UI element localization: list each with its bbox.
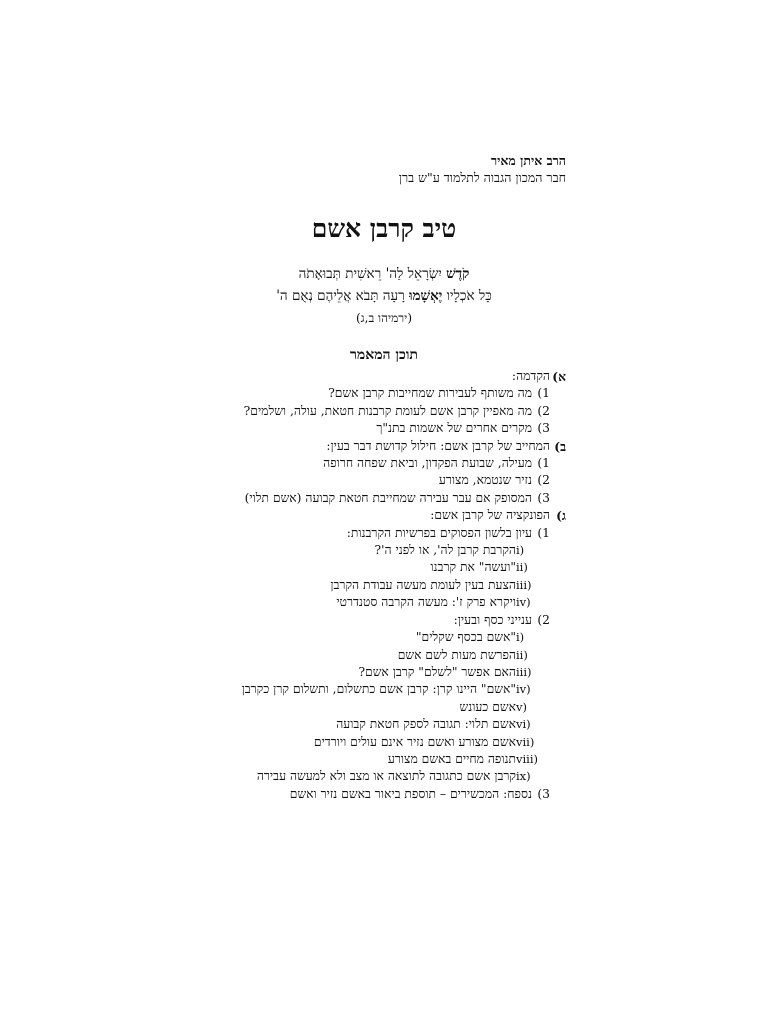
toc-item-text: מה מאפיין קרבן אשם לעומת קרבנות חטאת, עולה, ושלמים?	[243, 403, 532, 418]
toc-subitem-numeral: iii)	[516, 664, 532, 679]
toc-subitem-numeral: ix)	[516, 769, 531, 784]
epigraph-bold-word: קֹדֶשׁ	[446, 266, 470, 282]
toc-subitem	[206, 699, 566, 716]
author-name: הרב איתן מאיר	[490, 153, 566, 168]
toc-subitem	[206, 594, 566, 611]
table-of-contents	[206, 368, 566, 803]
epigraph-line-2-end: רָעָה תָּבֹא אֲלֵיהֶם נְאֻם ה'	[276, 288, 410, 304]
toc-item-text: ענייני כסף ובעין:	[453, 612, 532, 627]
epigraph-line-2	[0, 285, 768, 307]
toc-item-number: 2)	[537, 612, 550, 627]
toc-subitem-text: אשם תלוי: תגובה לספק חטאת קבועה	[336, 717, 516, 732]
toc-item	[206, 525, 566, 542]
toc-item-number: 3)	[537, 786, 550, 801]
toc-subitem-text: "ועשה" את קרבנו	[430, 560, 516, 575]
toc-item-number: 3)	[537, 421, 550, 436]
toc-subitem-numeral: i)	[516, 630, 525, 645]
toc-item-text: מעילה, שבועת הפקדון, וביאת שפחה חרופה	[323, 456, 532, 471]
toc-item-number: 2)	[537, 473, 550, 488]
toc-item-number: 3)	[537, 490, 550, 505]
toc-subitem-text: אשם כעונש	[459, 699, 516, 714]
toc-item-number: 1)	[537, 456, 550, 471]
toc-subitem-text: "אשם" היינו קרן: קרבן אשם כתשלום, ותשלום קרן כקרבן	[241, 682, 516, 697]
toc-subitem-numeral: ii)	[516, 647, 528, 662]
toc-subitem	[206, 751, 566, 768]
toc-section	[206, 507, 566, 524]
toc-item-text: נספח: המכשירים – תוספת ביאור באשם נזיר ואשם	[289, 786, 532, 801]
toc-item	[206, 420, 566, 437]
toc-subitem	[206, 716, 566, 733]
toc-section-letter: ב)	[554, 438, 566, 454]
author-affiliation: חבר המכון הגבוה לתלמוד ע"ש ברן	[398, 170, 566, 185]
toc-item-text: המסופק אם עבר עבירה שמחייבת חטאת קבועה (אשם תלוי)	[244, 490, 532, 505]
toc-subitem-numeral: vi)	[516, 717, 531, 732]
toc-subitem	[206, 629, 566, 646]
toc-item-number: 1)	[537, 386, 550, 401]
toc-section-letter: ג)	[556, 508, 566, 524]
toc-subitem-numeral: v)	[516, 699, 527, 714]
toc-subitem-text: ויקרא פרק ז': מעשה הקרבה סטנדרטי	[336, 595, 516, 610]
toc-section	[206, 438, 566, 455]
epigraph-line-1	[0, 263, 768, 285]
epigraph	[0, 263, 768, 329]
toc-subitem-text: האם אפשר "לשלם" קרבן אשם?	[358, 664, 516, 679]
toc-subitem	[206, 647, 566, 664]
toc-item	[206, 403, 566, 420]
toc-item-text: נזיר שנטמא, מצורע	[438, 473, 532, 488]
toc-item	[206, 385, 566, 402]
toc-subitem-numeral: viii)	[516, 751, 539, 766]
toc-subitem-numeral: iii)	[516, 577, 532, 592]
toc-subitem	[206, 577, 566, 594]
toc-section	[206, 368, 566, 385]
toc-subitem-text: קרבן אשם כתגובה לתוצאה או מצב ולא למעשה עבירה	[256, 769, 516, 784]
toc-subitem	[206, 664, 566, 681]
toc-subitem-text: הקרבת קרבן לה', או לפני ה'?	[374, 543, 516, 558]
article-title: טיב קרבן אשם	[311, 214, 457, 243]
toc-heading: תוכן המאמר	[350, 347, 418, 363]
toc-subitem	[206, 734, 566, 751]
toc-subitem-text: "אשם בכסף שקלים"	[415, 630, 516, 645]
toc-item-number: 1)	[537, 525, 550, 540]
toc-subitem	[206, 559, 566, 576]
toc-item	[206, 612, 566, 629]
toc-item	[206, 472, 566, 489]
author-block	[146, 152, 566, 186]
toc-subitem-text: הצעת בעין לעומת מעשה עבודת הקרבן	[330, 577, 516, 592]
toc-subitem-text: הפרשת מעות לשם אשם	[397, 647, 516, 662]
toc-item-number: 2)	[537, 403, 550, 418]
toc-item-text: מה משותף לעבירות שמחייבות קרבן אשם?	[328, 386, 532, 401]
toc-subitem-numeral: i)	[516, 543, 525, 558]
epigraph-source: (ירמיהו ב,ג)	[355, 311, 412, 325]
toc-subitem-numeral: iv)	[516, 682, 531, 697]
epigraph-line-2-start: כָּל אֹכְלָיו	[442, 288, 492, 304]
toc-subitem	[206, 542, 566, 559]
toc-item	[206, 455, 566, 472]
toc-section-title: המחייב של קרבן אשם: חילול קדושת דבר בעין:	[326, 438, 550, 453]
toc-subitem-text: תנופה מחיים באשם מצורע	[387, 751, 516, 766]
toc-item-text: עיון בלשון הפסוקים בפרשיות הקרבנות:	[346, 525, 532, 540]
epigraph-line-1-rest: יִשְׂרָאֵל לַה' רֵאשִׁית תְּבוּאָתֹה	[298, 266, 447, 282]
toc-subitem-numeral: iv)	[516, 595, 531, 610]
toc-section-title: הקדמה:	[511, 369, 550, 383]
toc-subitem	[206, 681, 566, 698]
toc-item	[206, 490, 566, 507]
toc-subitem-numeral: vii)	[516, 734, 535, 749]
toc-item-text: מקרים אחרים של אשמות בתנ"ך	[376, 421, 532, 436]
toc-subitem-numeral: ii)	[516, 560, 528, 575]
toc-subitem	[206, 768, 566, 785]
epigraph-bold-word: יֶאְשָׁמוּ	[409, 288, 443, 304]
toc-section-title: הפונקציה של קרבן אשם:	[430, 508, 550, 523]
toc-subitem-text: אשם מצורע ואשם נזיר אינם עולים ויורדים	[313, 734, 516, 749]
toc-section-letter: א)	[552, 369, 566, 384]
toc-item	[206, 786, 566, 803]
